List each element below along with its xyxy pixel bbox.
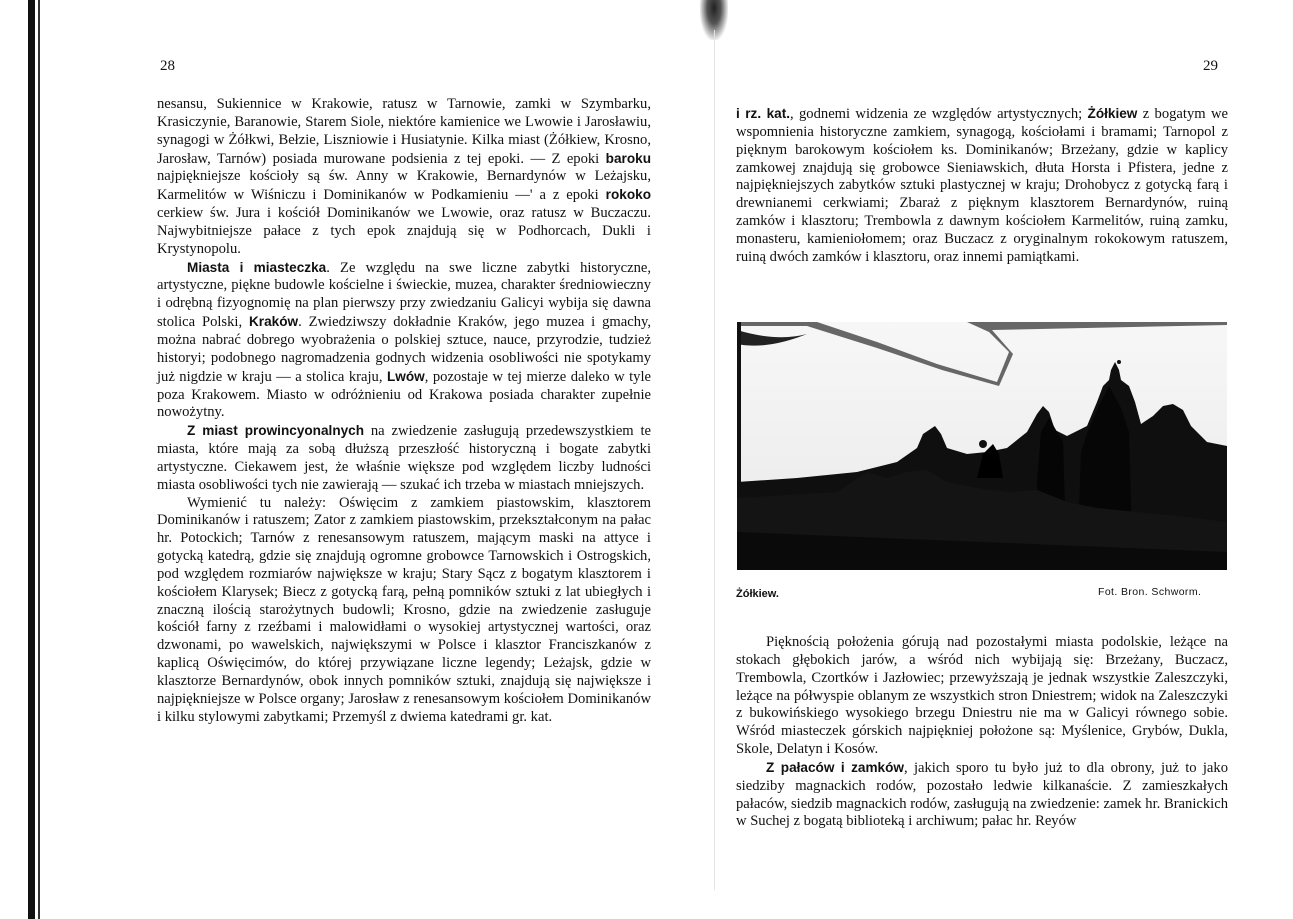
text-run: , jakich sporo tu było już to dla obrony, już to jako siedziby magnackich rodów, pozostało ledwie kilkanaście. Z zamieszkałych pałaców, siedzib magnackich rodów, zasługują na zwiedzenie: zamek hr. Branickich w Suchej z bogatą biblioteką i archiwum; pałac hr. Reyów [736,759,1228,830]
text-run: Wymienić tu należy: Oświęcim z zamkiem piastowskim, klasztorem Dominikanów i ratuszem; Zator z zamkiem piastowskim, przekształconym na pałac hr. Potockich; Tarnów z renesansowym ratuszem, mającym maski na attyce i gotycką katedrą, gdzie się znajdują ogromne grobowce Tarnowskich i Ostrogskich, pod względem rozmiarów największe w kraju; Stary Sącz z bogatym klasztorem i kościołem Klarysek; Biecz z gotycką farą, pełną pomników sztuki z lat ubiegłych i znaczną ilością starożytnych budowli; Krosno, gdzie na zwiedzenie zasługuje kościół farny z rzeźbami i malowidłami o wysokiej artystycznej wartości, oraz dzwonami, po wawelskich, największymi w Polsce i klasztor Franciszkanów z kaplicą Oświęcimów, do której przywiązane liczne legendy; Leżajsk, gdzie w klasztorze Bernardynów, obok innych pomników sztuki, znajdują się największe i najpiękniejsze w Polsce organy; Jarosław z renesansowym kościołem Dominikanów i kilku stylowymi zabytkami; Przemyśl z dwiema katedrami gr. kat. [157,494,651,725]
paragraph [157,495,651,727]
left-page-number: 28 [160,58,175,74]
text-run: , pozostaje w tej mierze daleko w tyle poza Krakowem. Miasto w odróżnieniu od Krakowa posiada charakter zupełnie nowożytny. [157,368,652,421]
text-run: , godnemi widzenia ze względów artystycznych; [790,106,1088,122]
paragraph [736,634,1228,759]
paragraph [157,96,651,259]
text-run: Pięknością położenia górują nad pozostałymi miasta podolskie, leżące na stokach głębokich jarów, a wśród nich wybijają się: Brzeżany, Buczacz, Trembowla, Czortków i Jazłowiec; przewyższają je jednak wszystkie Zaleszczyki, leżące na półwyspie oblanym ze wszystkich stron Dniestrem; widok na Zaleszczyki z bukowińskiego wysokiego brzegu Dniestru nie ma w Galicyi równego sobie. Wśród miasteczek górskich najpiękniej położone są: Myślenice, Grybów, Dukla, Skole, Delatyn i Kosów. [736,634,1228,758]
paragraph [157,259,651,423]
photo-caption: Żółkiew. [736,588,779,600]
bold-term: Kraków [248,314,299,330]
bold-term: Z miast prowincyonalnych [187,423,365,439]
bold-term: Z pałaców i zamków [766,759,904,775]
text-run: z bogatym we wspomnienia historyczne zamkiem, synagogą, kościołami i bramami; [736,106,1228,140]
text-run: najpiękniejsze kościoły są św. Anny w Krakowie, Bernardynów w Leżajsku, Karmelitów w Wiśniczu i Dominikanów w Podkamieniu —' a z epoki [157,168,651,204]
paragraph [157,422,651,494]
scan-edge-line [38,0,40,919]
text-run: . Ze względu na swe liczne zabytki historyczne, artystyczne, piękne budowle kościelne i świeckie, muzea, charakter średniowieczny i odrębną fizyognomię na plan pierwszy przy zwiedzaniu Galicyi wybija się dawna stolica Polski, [157,259,652,331]
bold-term: Lwów [386,368,425,384]
zolkiew-photo [737,322,1227,570]
left-page-text [157,96,651,727]
bold-term: Miasta i miasteczka [187,259,327,275]
photo-credit: Fot. Bron. Schworm. [1098,586,1202,598]
right-page-bottom-text [736,634,1228,831]
text-run: cerkiew św. Jura i kościół Dominikanów we Lwowie, oraz ratusz w Buczaczu. Najwybitniejsze pałace z tych epok znajdują się w Podhorcach, Dukli i Krystynopolu. [157,205,651,257]
text-run: Tarnopol z pięknym barokowym kościołem ks. Dominikanów; Brzeżany, gdzie w kaplicy zamkowej znajdują się grobowce Sieniawskich, dłuta Horsta i Pfistera, jedne z najpiękniejszych zabytków sztuki plastycznej w kraju; Drohobycz z gotycką farą i drewnianemi cerkwiami; Zbaraż z pięknym klasztorem Bernardynów, ruiną zamków i klasztoru; Trembowla z dawnym kościołem Karmelitów, ruiną zamku, monasteru, kamieniołomem; oraz Buczacz z oryginalnym rokokowym ratuszem, ruiną dwóch zamków i klasztoru, oraz innemi pamiątkami. [736,123,1228,265]
text-run: . Zwiedziwszy dokładnie Kraków, jego muzea i gmachy, można nabrać dobrego wyobrażenia o polskiej sztuce, nauce, przyrodzie, tudzież historyi; podobnego nagromadzenia godnych widzenia osobliwości nie spotykamy już nigdzie w kraju — a stolica kraju, [157,314,651,385]
bold-term: baroku [605,150,651,166]
paragraph [736,759,1228,831]
bold-term: rokoko [605,187,651,203]
text-run: na zwiedzenie zasługują przedewszystkiem te miasta, które mają za sobą dłuższą przeszłość historyczną i bogate zabytki artystyczne. Ciekawem jest, że właśnie większe pod względem liczby ludności miasta osobliwości tych nie zawierają — szukać ich trzeba w miastach mniejszych. [157,423,651,493]
right-page-top-text [736,105,1228,267]
paragraph [736,105,1228,267]
bold-term: Żółkiew [1087,106,1138,121]
bold-term: i rz. kat. [736,106,791,121]
text-run: nesansu, Sukiennice w Krakowie, ratusz w Tarnowie, zamki w Szymbarku, Krasiczynie, Baranowie, Starem Siole, niektóre kamienice we Lwowie i Jarosławiu, synagogi w Żółkwi, Bełzie, Liszniowie i Husiatynie. Kilka miast (Żółkiew, Krosno, Jarosław, Tarnów) posiada murowane podsienia z tej epoki. — Z epoki [157,96,651,167]
right-page-number: 29 [1203,58,1218,74]
scan-edge-bar [28,0,35,919]
gutter-line [714,30,715,890]
